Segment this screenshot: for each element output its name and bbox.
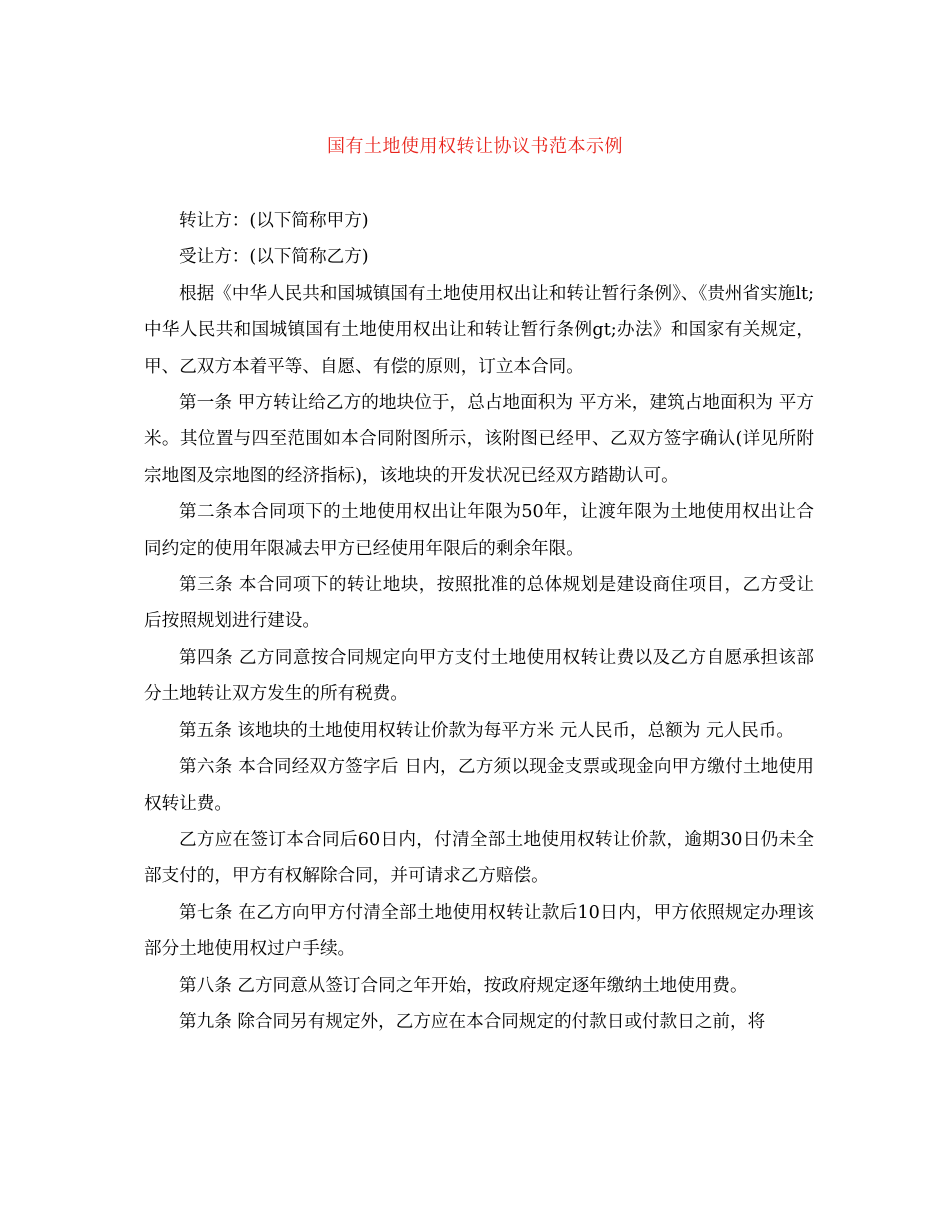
document-body (144, 203, 814, 1040)
article-3-paragraph: 第三条 本合同项下的转让地块，按照批准的总体规划是建设商住项目，乙方受让后按照规划进行建设。 (144, 575, 814, 632)
article-9-paragraph: 第九条 除合同另有规定外，乙方应在本合同规定的付款日或付款日之前，将 (179, 1011, 766, 1032)
article-4-paragraph: 第四条 乙方同意按合同规定向甲方支付土地使用权转让费以及乙方自愿承担该部分土地转让双方发生的所有税费。 (144, 647, 814, 705)
article-1-paragraph: 第一条 甲方转让给乙方的地块位于，总占地面积为 平方米，建筑占地面积为 平方米。其位置与四至范围如本合同附图所示，该附图已经甲、乙双方签字确认(详见所附宗地图及宗地图的经济指标)，该地块的开发状况已经双方踏勘认可。 (144, 393, 814, 486)
article-2-paragraph: 第二条本合同项下的土地使用权出让年限为50年，让渡年限为土地使用权出让合同约定的使用年限减去甲方已经使用年限后的剩余年限。 (144, 502, 814, 559)
article-6-payment-paragraph: 乙方应在签订本合同后60日内，付清全部土地使用权转让价款，逾期30日仍未全部支付的，甲方有权解除合同，并可请求乙方赔偿。 (144, 829, 814, 887)
party-transferee-paragraph: 受让方：(以下简称乙方) (179, 247, 369, 268)
article-5-paragraph: 第五条 该地块的土地使用权转让价款为每平方米 元人民币，总额为 元人民币。 (179, 720, 794, 741)
document-title: 国有土地使用权转让协议书范本示例 (327, 136, 623, 157)
article-8-paragraph: 第八条 乙方同意从签订合同之年开始，按政府规定逐年缴纳土地使用费。 (179, 975, 748, 996)
party-transferor-paragraph: 转让方：(以下简称甲方) (179, 211, 369, 231)
preamble-paragraph: 根据《中华人民共和国城镇国有土地使用权出让和转让暂行条例》、《贵州省实施lt;中华人民共和国城镇国有土地使用权出让和转让暂行条例gt;办法》和国家有关规定，甲、乙双方本着平等、自愿、有偿的原则，订立本合同。 (144, 283, 814, 377)
article-7-paragraph: 第七条 在乙方向甲方付清全部土地使用权转让款后10日内，甲方依照规定办理该部分土地使用权过户手续。 (144, 902, 814, 960)
article-6-paragraph: 第六条 本合同经双方签字后 日内，乙方须以现金支票或现金向甲方缴付土地使用权转让费。 (144, 757, 814, 814)
